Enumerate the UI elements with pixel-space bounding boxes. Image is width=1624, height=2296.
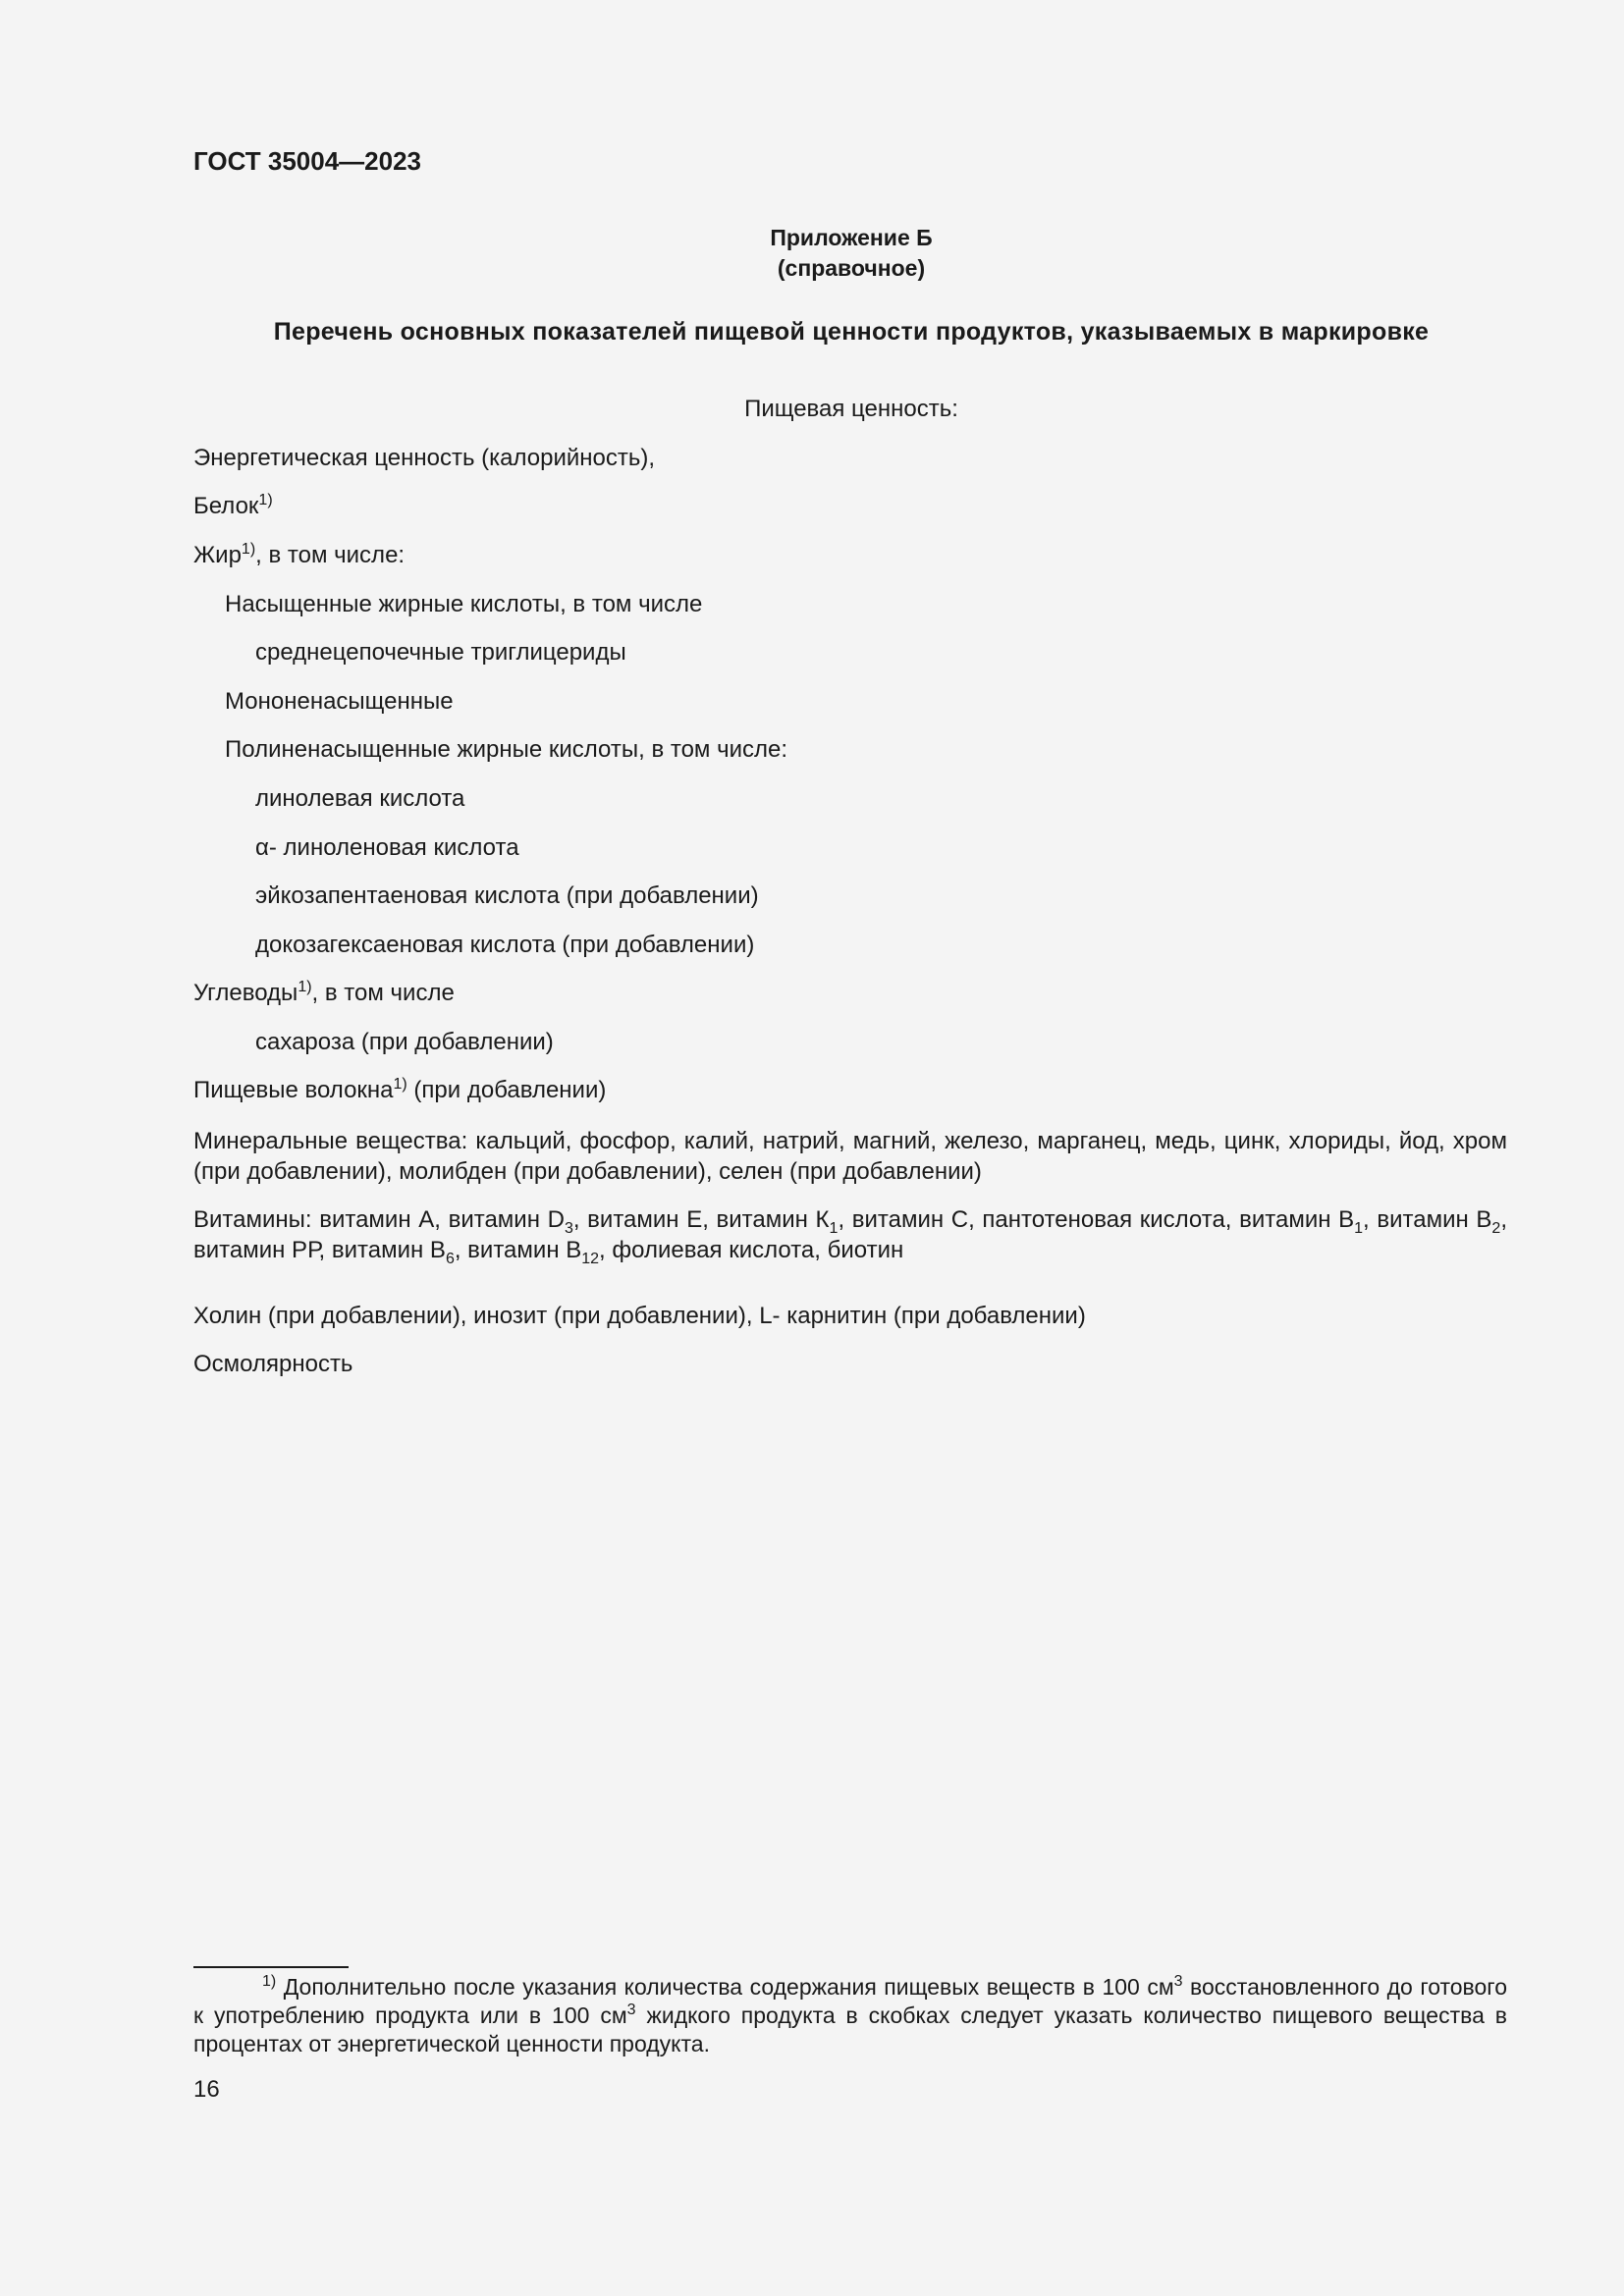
list-item-saturated: Насыщенные жирные кислоты, в том числе [225,591,703,617]
footnote-text: $^{1)}$ Дополнительно после указания количества содержания пищевых веществ в 100 $см^3$ восстановленного до готового к употреблению продукта или в 100 $см^3$ жидкого продукта в скобках следует указать количество пищевого вещества в процентах от энергетической ценности продукта. [193,1973,1507,2056]
list-item-epa: эйкозапентаеновая кислота (при добавлении) [255,882,759,909]
list-item-sucrose: сахароза (при добавлении) [255,1029,554,1055]
page-number: 16 [193,2076,220,2103]
list-item-dha: докозагексаеновая кислота (при добавлении) [255,932,755,958]
list-item-fat: Жир$^{1)}$, в том числе: [193,541,406,568]
list-item-linoleic: линолевая кислота [255,785,465,812]
nutrition-caption: Пищевая ценность: [744,396,958,422]
list-item-minerals: Минеральные вещества: кальций, фосфор, калий, натрий, магний, железо, марганец, медь, цинк, хлориды, йод, хром (при добавлении), молибден (при добавлении), селен (при добавлении) [193,1128,1507,1185]
list-item-carbs: Углеводы$^{1)}$, в том числе [193,979,455,1006]
list-item-poly: Полиненасыщенные жирные кислоты, в том числе: [225,736,788,763]
standard-code: ГОСТ 35004—2023 [193,146,421,176]
footnote-divider [193,1966,349,1968]
appendix-heading: Перечень основных показателей пищевой ценности продуктов, указываемых в маркировке [273,318,1430,346]
list-item-osmolarity: Осмолярность [193,1351,353,1377]
footnote-ref: 1) [298,979,312,995]
list-item-mono: Мононенасыщенные [225,688,454,715]
list-item-choline: Холин (при добавлении), инозит (при добавлении), L- карнитин (при добавлении) [193,1303,1086,1329]
list-item-mct: среднецепочечные триглицериды [255,639,626,666]
footnote-ref: 1) [258,492,273,508]
appendix-title: Приложение Б [770,225,933,250]
list-item-protein: Белок$^{1)}$ [193,492,273,519]
list-item-vitamins: Витамины: витамин A, витамин $D_3$, витамин E, витамин $К_1$, витамин С, пантотеновая кислота, витамин $В_1$, витамин $В_2$, витамин РР, витамин $В_6$, витамин $В_{12}$, фолиевая кислота, биотин [193,1206,1507,1267]
appendix-note: (справочное) [777,255,926,281]
footnote-ref: 1) [393,1076,407,1093]
footnote-ref: 1) [241,541,256,558]
list-item-energy: Энергетическая ценность (калорийность), [193,445,656,471]
list-item-alpha-linolenic: α- линоленовая кислота [255,834,519,861]
footnote-mark: 1) [262,1973,277,1990]
list-item-fiber: Пищевые волокна$^{1)}$ (при добавлении) [193,1076,607,1103]
